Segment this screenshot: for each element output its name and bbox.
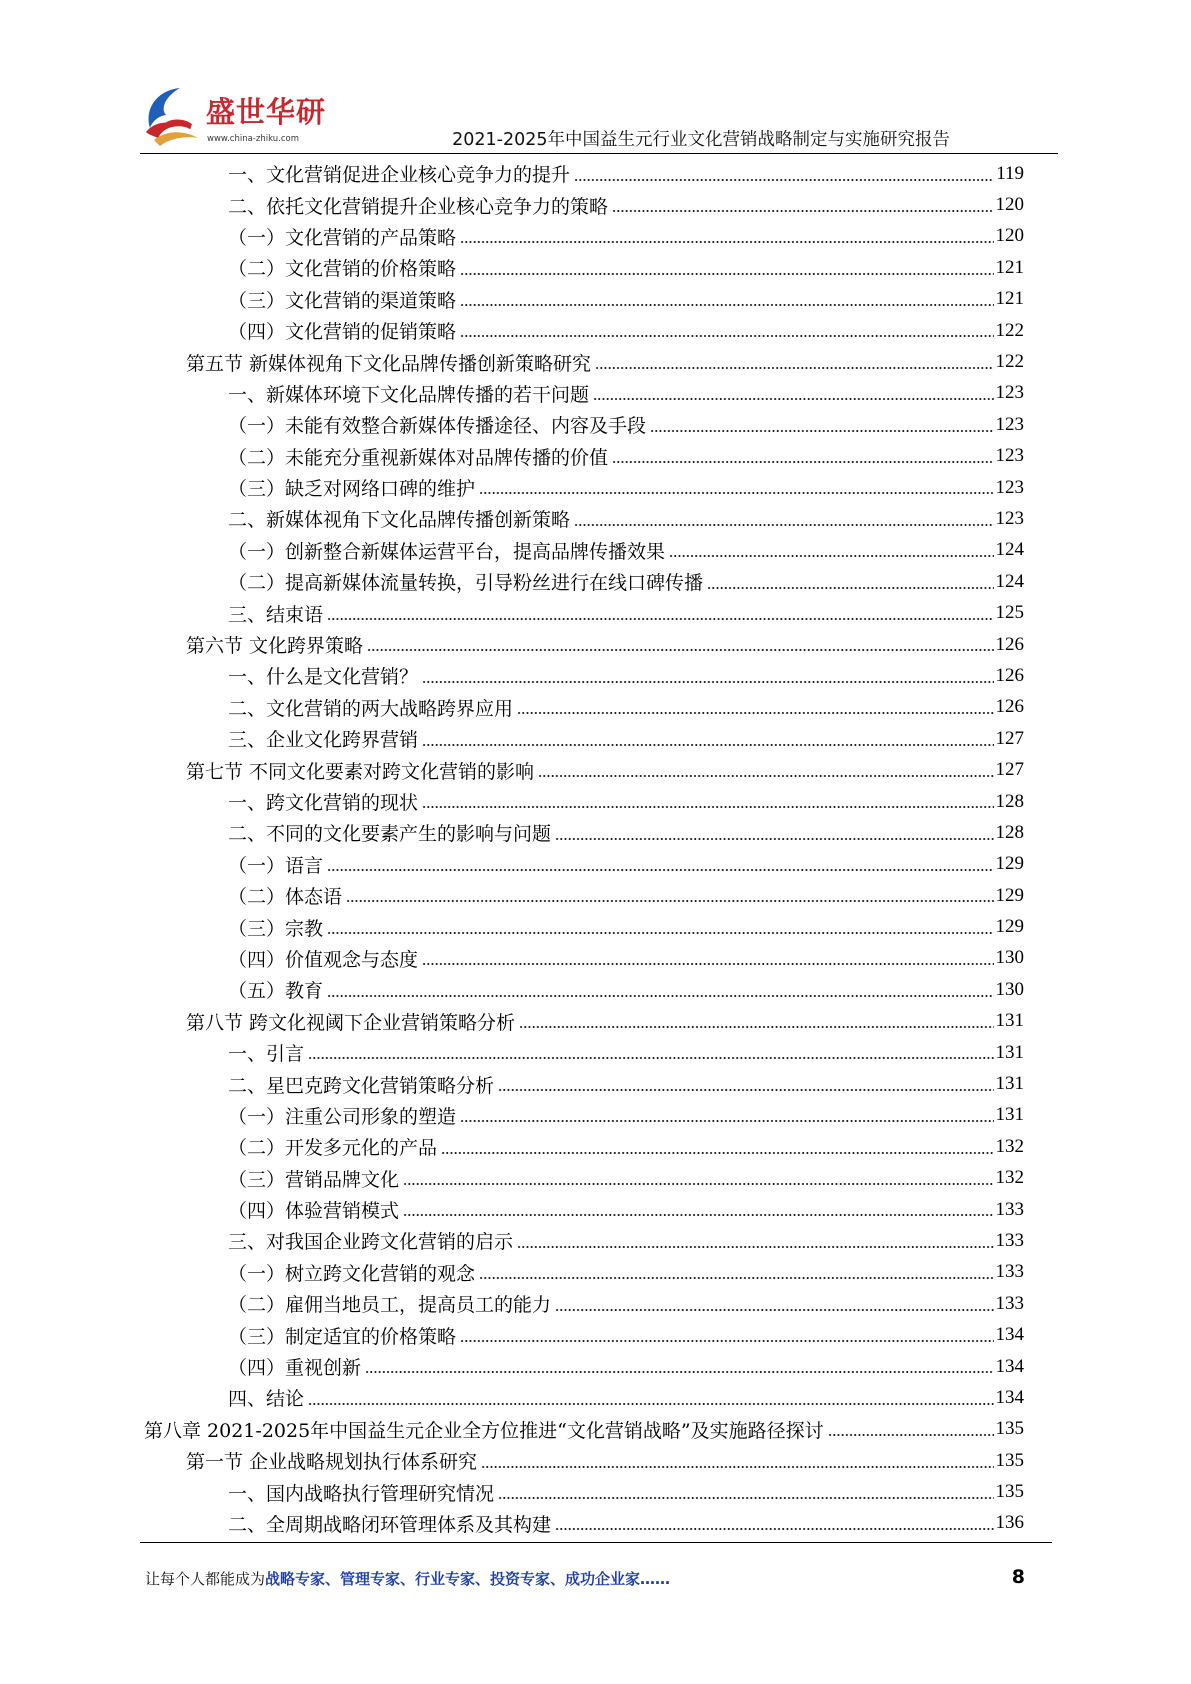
toc-entry-page: 132 — [995, 1167, 1024, 1189]
toc-entry[interactable] — [144, 284, 1024, 315]
toc-entry[interactable] — [144, 1508, 1024, 1539]
toc-entry[interactable] — [144, 1163, 1024, 1194]
toc-dot-leader — [327, 911, 993, 942]
toc-entry-title: （二）未能充分重视新媒体对品牌传播的价值 — [228, 446, 609, 469]
toc-dot-leader — [327, 849, 993, 880]
logo-url: www.china-zhiku.com — [207, 134, 299, 144]
toc-entry[interactable] — [144, 1194, 1024, 1225]
toc-entry[interactable] — [144, 660, 1024, 691]
toc-entry-title: （三）文化营销的渠道策略 — [228, 289, 457, 312]
toc-entry-page: 133 — [995, 1292, 1024, 1314]
toc-dot-leader — [707, 566, 993, 597]
toc-dot-leader — [479, 1257, 993, 1288]
toc-entry-page: 126 — [995, 664, 1024, 686]
toc-entry-page: 129 — [995, 916, 1024, 938]
toc-dot-leader — [574, 158, 994, 189]
toc-entry-title: 一、引言 — [228, 1043, 305, 1066]
toc-entry[interactable] — [144, 346, 1024, 377]
toc-dot-leader — [422, 786, 993, 817]
toc-entry[interactable] — [144, 974, 1024, 1005]
toc-entry-title: （四）体验营销模式 — [228, 1200, 400, 1223]
toc-entry-title: 三、企业文化跨界营销 — [228, 729, 419, 752]
toc-entry-page: 134 — [995, 1386, 1024, 1408]
toc-entry[interactable] — [144, 1476, 1024, 1507]
toc-entry-title: 一、文化营销促进企业核心竞争力的提升 — [228, 164, 571, 187]
toc-entry-page: 124 — [995, 539, 1024, 561]
toc-entry-title: 二、不同的文化要素产生的影响与问题 — [228, 823, 552, 846]
toc-entry-title: （三）营销品牌文化 — [228, 1168, 400, 1191]
toc-entry[interactable] — [144, 1319, 1024, 1350]
toc-entry-page: 120 — [995, 194, 1024, 216]
toc-entry-title: （一）文化营销的产品策略 — [228, 226, 457, 249]
toc-entry-page: 128 — [995, 790, 1024, 812]
toc-entry[interactable] — [144, 692, 1024, 723]
footer-divider — [140, 1542, 1052, 1543]
toc-entry-title: （三）宗教 — [228, 917, 324, 940]
toc-dot-leader — [308, 1382, 993, 1413]
toc-dot-leader — [593, 378, 993, 409]
company-logo — [140, 82, 327, 152]
toc-dot-leader — [517, 692, 993, 723]
toc-dot-leader — [612, 189, 993, 220]
toc-dot-leader — [517, 1225, 993, 1256]
toc-entry[interactable] — [144, 786, 1024, 817]
toc-entry[interactable] — [144, 1414, 1024, 1445]
toc-entry[interactable] — [144, 629, 1024, 660]
toc-entry-page: 126 — [995, 696, 1024, 718]
toc-entry-page: 123 — [995, 413, 1024, 435]
toc-entry-page: 123 — [995, 382, 1024, 404]
toc-entry-title: （四）价值观念与态度 — [228, 948, 419, 971]
toc-entry-page: 129 — [995, 884, 1024, 906]
toc-dot-leader — [498, 1068, 993, 1099]
toc-entry-title: （二）文化营销的价格策略 — [228, 258, 457, 281]
toc-dot-leader — [422, 943, 993, 974]
toc-entry-title: （三）缺乏对网络口碑的维护 — [228, 478, 476, 501]
toc-entry[interactable] — [144, 754, 1024, 785]
toc-dot-leader — [460, 252, 993, 283]
toc-entry-page: 131 — [995, 1104, 1024, 1126]
toc-entry-page: 124 — [995, 570, 1024, 592]
toc-entry-title: 第八章 2021-2025年中国益生元企业全方位推进“文化营销战略”及实施路径探讨 — [144, 1419, 824, 1442]
toc-dot-leader — [650, 409, 993, 440]
toc-entry-page: 132 — [995, 1135, 1024, 1157]
toc-entry[interactable] — [144, 378, 1024, 409]
toc-entry[interactable] — [144, 817, 1024, 848]
toc-entry-page: 127 — [995, 759, 1024, 781]
toc-entry[interactable] — [144, 252, 1024, 283]
toc-entry-title: （四）重视创新 — [228, 1357, 362, 1380]
toc-dot-leader — [460, 1100, 993, 1131]
toc-entry-title: 一、新媒体环境下文化品牌传播的若干问题 — [228, 383, 590, 406]
toc-dot-leader — [612, 441, 993, 472]
toc-entry-page: 119 — [996, 162, 1024, 184]
toc-entry[interactable] — [144, 1382, 1024, 1413]
toc-dot-leader — [367, 629, 993, 660]
toc-dot-leader — [595, 346, 993, 377]
toc-dot-leader — [479, 472, 993, 503]
toc-entry-title: （二）雇佣当地员工，提高员工的能力 — [228, 1294, 552, 1317]
toc-entry-title: 第六节 文化跨界策略 — [186, 635, 364, 658]
toc-entry-page: 122 — [995, 319, 1024, 341]
toc-dot-leader — [519, 1006, 993, 1037]
toc-entry-page: 133 — [995, 1198, 1024, 1220]
toc-entry-page: 131 — [995, 1073, 1024, 1095]
toc-dot-leader — [365, 1351, 993, 1382]
toc-entry-title: 一、国内战略执行管理研究情况 — [228, 1482, 495, 1505]
toc-dot-leader — [460, 221, 993, 252]
toc-dot-leader — [460, 284, 993, 315]
toc-entry[interactable] — [144, 221, 1024, 252]
toc-entry-page: 120 — [995, 225, 1024, 247]
toc-entry[interactable] — [144, 1225, 1024, 1256]
toc-entry-title: （五）教育 — [228, 980, 324, 1003]
toc-entry-page: 123 — [995, 507, 1024, 529]
toc-dot-leader — [422, 660, 993, 691]
toc-dot-leader — [574, 503, 993, 534]
toc-entry-page: 129 — [995, 853, 1024, 875]
toc-entry[interactable] — [144, 566, 1024, 597]
toc-entry-title: 二、全周期战略闭环管理体系及其构建 — [228, 1513, 552, 1536]
toc-entry[interactable] — [144, 158, 1024, 189]
toc-entry-page: 131 — [995, 1041, 1024, 1063]
logo-emblem-icon — [140, 82, 210, 152]
toc-entry[interactable] — [144, 943, 1024, 974]
toc-entry-title: 第一节 企业战略规划执行体系研究 — [186, 1451, 478, 1474]
toc-entry-title: （四）文化营销的促销策略 — [228, 321, 457, 344]
toc-entry-title: （一）语言 — [228, 854, 324, 877]
toc-entry-title: （一）树立跨文化营销的观念 — [228, 1262, 476, 1285]
toc-entry-page: 134 — [995, 1355, 1024, 1377]
toc-entry-page: 135 — [995, 1481, 1024, 1503]
toc-entry-title: （一）注重公司形象的塑造 — [228, 1105, 457, 1128]
toc-dot-leader — [460, 315, 993, 346]
toc-entry[interactable] — [144, 723, 1024, 754]
toc-dot-leader — [669, 535, 993, 566]
toc-dot-leader — [308, 1037, 993, 1068]
toc-dot-leader — [538, 754, 993, 785]
toc-entry-title: 二、新媒体视角下文化品牌传播创新策略 — [228, 509, 571, 532]
toc-entry-page: 131 — [995, 1010, 1024, 1032]
toc-entry-page: 134 — [995, 1324, 1024, 1346]
toc-dot-leader — [555, 1288, 993, 1319]
toc-entry-page: 121 — [995, 256, 1024, 278]
footer-slogan-roles: 战略专家、管理专家、行业专家、投资专家、成功企业家…… — [265, 1570, 671, 1588]
toc-dot-leader — [403, 1163, 993, 1194]
toc-dot-leader — [441, 1131, 993, 1162]
toc-entry-title: 第七节 不同文化要素对跨文化营销的影响 — [186, 760, 535, 783]
toc-dot-leader — [327, 597, 993, 628]
toc-entry-page: 130 — [995, 978, 1024, 1000]
toc-entry-page: 133 — [995, 1261, 1024, 1283]
toc-entry-title: 二、星巴克跨文化营销策略分析 — [228, 1074, 495, 1097]
toc-entry-title: 四、结论 — [228, 1388, 305, 1411]
toc-entry-page: 121 — [995, 288, 1024, 310]
toc-entry-title: 第八节 跨文化视阈下企业营销策略分析 — [186, 1011, 516, 1034]
toc-dot-leader — [460, 1319, 993, 1350]
toc-entry-title: 二、依托文化营销提升企业核心竞争力的策略 — [228, 195, 609, 218]
toc-entry-page: 135 — [995, 1449, 1024, 1471]
toc-entry-page: 123 — [995, 445, 1024, 467]
toc-entry[interactable] — [144, 880, 1024, 911]
toc-dot-leader — [555, 817, 993, 848]
toc-entry-title: 第五节 新媒体视角下文化品牌传播创新策略研究 — [186, 352, 592, 375]
toc-entry[interactable] — [144, 597, 1024, 628]
toc-entry-page: 126 — [995, 633, 1024, 655]
toc-entry[interactable] — [144, 1131, 1024, 1162]
toc-entry[interactable] — [144, 409, 1024, 440]
page-header — [140, 78, 1060, 158]
toc-entry[interactable] — [144, 911, 1024, 942]
toc-entry[interactable] — [144, 1037, 1024, 1068]
toc-entry[interactable] — [144, 849, 1024, 880]
page-number: 8 — [1011, 1566, 1025, 1588]
toc-entry-page: 127 — [995, 727, 1024, 749]
toc-dot-leader — [346, 880, 993, 911]
toc-entry[interactable] — [144, 1257, 1024, 1288]
toc-entry-title: 二、文化营销的两大战略跨界应用 — [228, 697, 514, 720]
toc-entry-page: 135 — [995, 1418, 1024, 1440]
toc-entry-title: （三）制定适宜的价格策略 — [228, 1325, 457, 1348]
toc-entry-page: 122 — [995, 351, 1024, 373]
toc-entry-page: 136 — [995, 1512, 1024, 1534]
toc-entry-title: 一、跨文化营销的现状 — [228, 792, 419, 814]
toc-entry[interactable] — [144, 1100, 1024, 1131]
toc-entry-page: 128 — [995, 821, 1024, 843]
toc-entry[interactable] — [144, 441, 1024, 472]
toc-entry[interactable] — [144, 1068, 1024, 1099]
toc-entry-title: 一、什么是文化营销？ — [228, 666, 419, 689]
toc-entry-page: 123 — [995, 476, 1024, 498]
toc-entry-title: （二）提高新媒体流量转换，引导粉丝进行在线口碑传播 — [228, 572, 704, 595]
toc-dot-leader — [327, 974, 993, 1005]
logo-name: 盛世华研 — [206, 95, 327, 129]
report-title: 2021-2025年中国益生元行业文化营销战略制定与实施研究报告 — [452, 130, 950, 150]
toc-dot-leader — [403, 1194, 993, 1225]
toc-entry[interactable] — [144, 189, 1024, 220]
toc-entry[interactable] — [144, 1006, 1024, 1037]
toc-entry-title: （一）创新整合新媒体运营平台，提高品牌传播效果 — [228, 540, 666, 563]
toc-dot-leader — [828, 1414, 994, 1445]
toc-entry-page: 130 — [995, 947, 1024, 969]
toc-dot-leader — [555, 1508, 993, 1539]
toc-entry[interactable] — [144, 535, 1024, 566]
toc-entry-title: （二）体态语 — [228, 886, 343, 909]
toc-entry-title: （二）开发多元化的产品 — [228, 1137, 438, 1160]
toc-entry[interactable] — [144, 315, 1024, 346]
toc-entry[interactable] — [144, 1445, 1024, 1476]
toc-dot-leader — [498, 1476, 993, 1507]
header-divider — [140, 153, 1058, 154]
toc-entry[interactable] — [144, 1288, 1024, 1319]
footer-slogan-prefix: 让每个人都能成为 — [145, 1570, 266, 1588]
toc-dot-leader — [481, 1445, 993, 1476]
page-footer — [145, 1568, 1025, 1594]
table-of-contents — [144, 158, 1024, 1539]
toc-dot-leader — [422, 723, 993, 754]
toc-entry-page: 125 — [995, 602, 1024, 624]
toc-entry[interactable] — [144, 1351, 1024, 1382]
toc-entry-title: （一）未能有效整合新媒体传播途径、内容及手段 — [228, 415, 647, 438]
toc-entry-title: 三、结束语 — [228, 603, 324, 626]
toc-entry[interactable] — [144, 503, 1024, 534]
toc-entry[interactable] — [144, 472, 1024, 503]
toc-entry-page: 133 — [995, 1229, 1024, 1251]
toc-entry-title: 三、对我国企业跨文化营销的启示 — [228, 1231, 514, 1254]
